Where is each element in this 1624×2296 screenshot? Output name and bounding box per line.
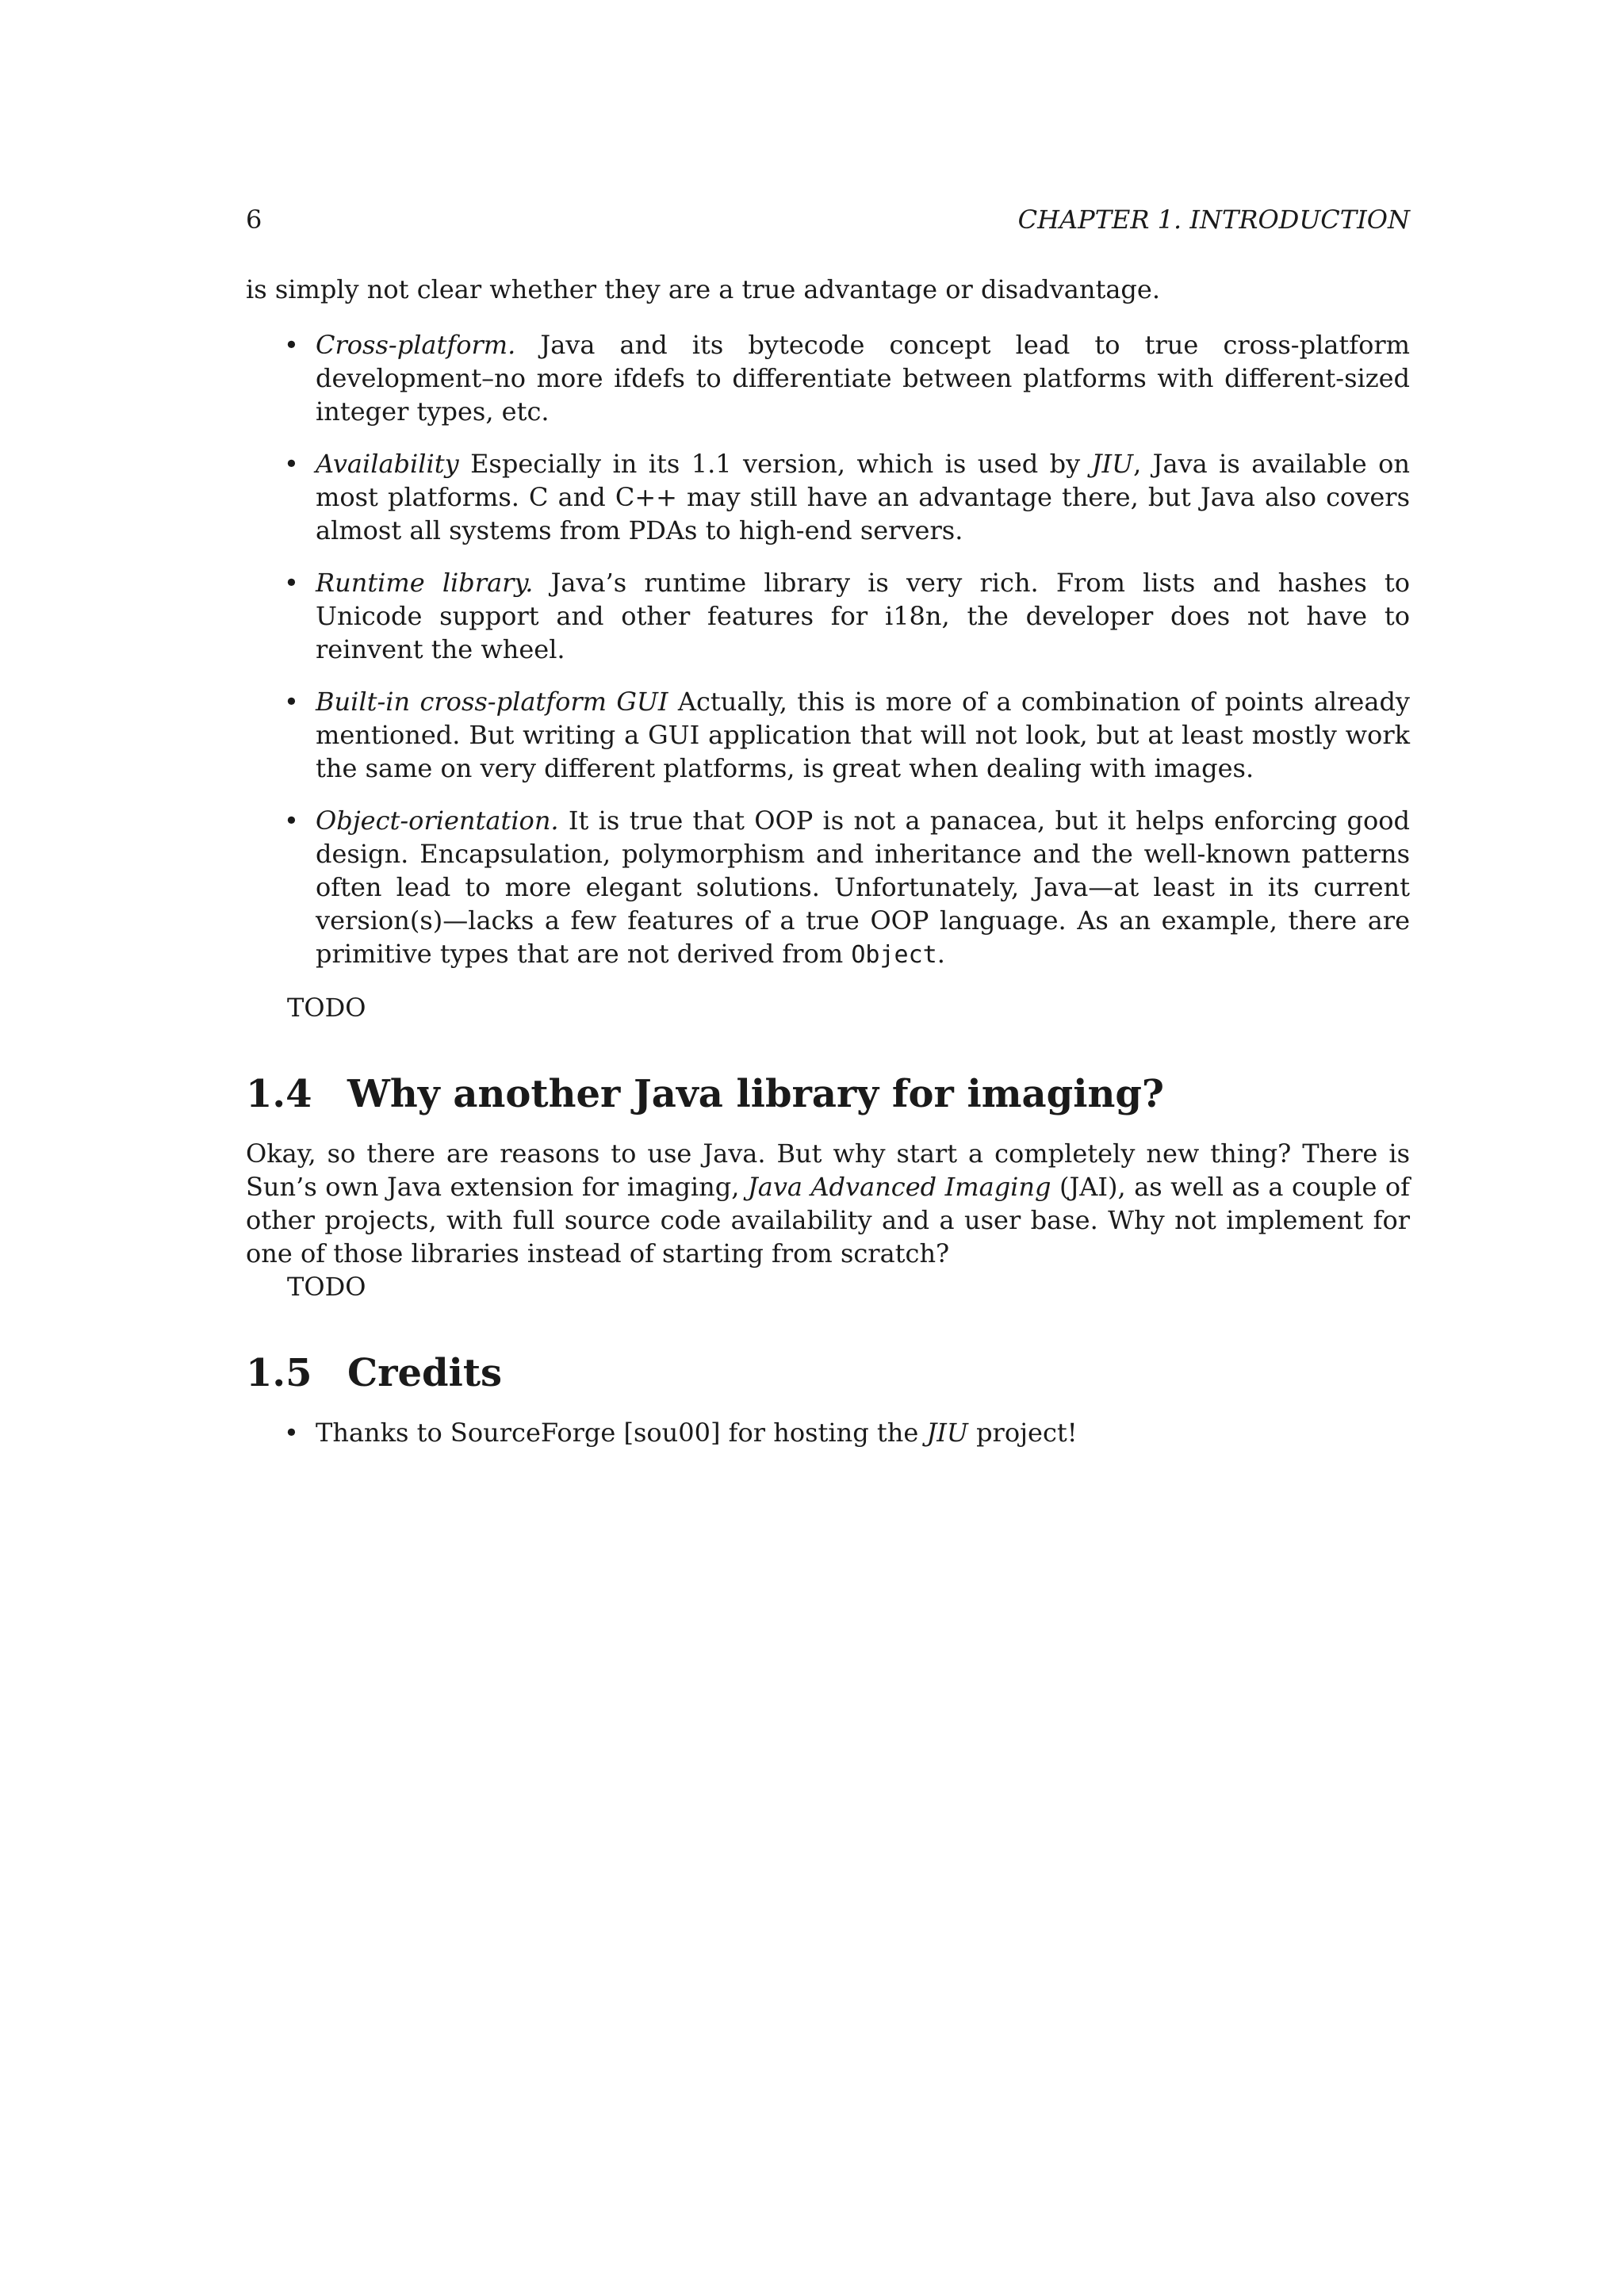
- item-text: , Java is available on most platforms. C and C++ may still have an advantage there, but Java also covers almost all systems from PDAs to high-end servers.: [316, 449, 1411, 545]
- paragraph-text: (JAI), as well as a couple of other projects, with full source code availability and a user base. Why not implement for one of those libraries instead of starting from scratch?: [246, 1172, 1411, 1269]
- credits-list: [246, 1416, 1410, 1449]
- list-item: [316, 804, 1410, 972]
- paragraph-emphasis: Java Advanced Imaging: [747, 1172, 1051, 1202]
- item-term: Built-in cross-platform GUI: [316, 687, 668, 717]
- paragraph-text: Okay, so there are reasons to use Java. But why start a completely new thing? There is Sun’s own Java extension for imaging,: [246, 1138, 1410, 1202]
- section-heading-1-4: [246, 1072, 1410, 1116]
- advantages-list: [246, 328, 1410, 972]
- item-code: Object: [851, 941, 937, 969]
- item-term: Availability: [316, 449, 459, 479]
- item-text: Actually, this is more of a combination of points already mentioned. But writing a GUI application that will not look, but at least mostly work the same on very different platforms, is great when dealing with images.: [316, 687, 1411, 783]
- list-item: [316, 685, 1410, 785]
- item-text: It is true that OOP is not a panacea, but it helps enforcing good design. Encapsulation, polymorphism and inheritance and the well-known patterns often lead to more elegant solutions. Unfortunately, Java—at least in its current version(s)—lacks a few features of a true OOP language. As an example, there are primitive types that are not derived from: [316, 806, 1410, 969]
- todo-note: TODO: [287, 993, 366, 1023]
- item-text: Java’s runtime library is very rich. From lists and hashes to Unicode support and other features for i18n, the developer does not have to reinvent the wheel.: [316, 568, 1410, 664]
- section-number: 1.5: [246, 1351, 312, 1395]
- list-item: [316, 1416, 1410, 1449]
- list-item: [316, 328, 1410, 428]
- section-number: 1.4: [246, 1072, 312, 1116]
- page-content: [246, 203, 1410, 1468]
- section-paragraph: [246, 1137, 1410, 1270]
- item-term: Object-orientation.: [316, 806, 559, 836]
- item-term: Cross-platform.: [316, 330, 516, 360]
- item-text: project!: [967, 1418, 1078, 1448]
- chapter-title: CHAPTER 1. INTRODUCTION: [1017, 205, 1410, 235]
- intro-line: is simply not clear whether they are a true advantage or disadvantage.: [246, 274, 1161, 304]
- item-emphasis: JIU: [1091, 449, 1134, 479]
- section-title: Why another Java library for imaging?: [347, 1072, 1165, 1116]
- item-text: Java and its bytecode concept lead to true cross-platform development–no more ifdefs to differentiate between platforms with different-sized integer types, etc.: [316, 330, 1410, 427]
- list-item: [316, 566, 1410, 666]
- section-title: Credits: [347, 1351, 503, 1395]
- list-item: [316, 447, 1410, 547]
- item-text: Especially in its 1.1 version, which is used by: [458, 449, 1092, 479]
- section-heading-1-5: [246, 1351, 1410, 1395]
- page-number: 6: [246, 205, 262, 235]
- item-text: .: [936, 939, 945, 969]
- item-term: Runtime library.: [316, 568, 534, 598]
- todo-note: TODO: [287, 1272, 366, 1302]
- item-emphasis: JIU: [926, 1418, 968, 1448]
- item-text: Thanks to SourceForge [sou00] for hosting the: [316, 1418, 927, 1448]
- running-header: [246, 203, 1410, 236]
